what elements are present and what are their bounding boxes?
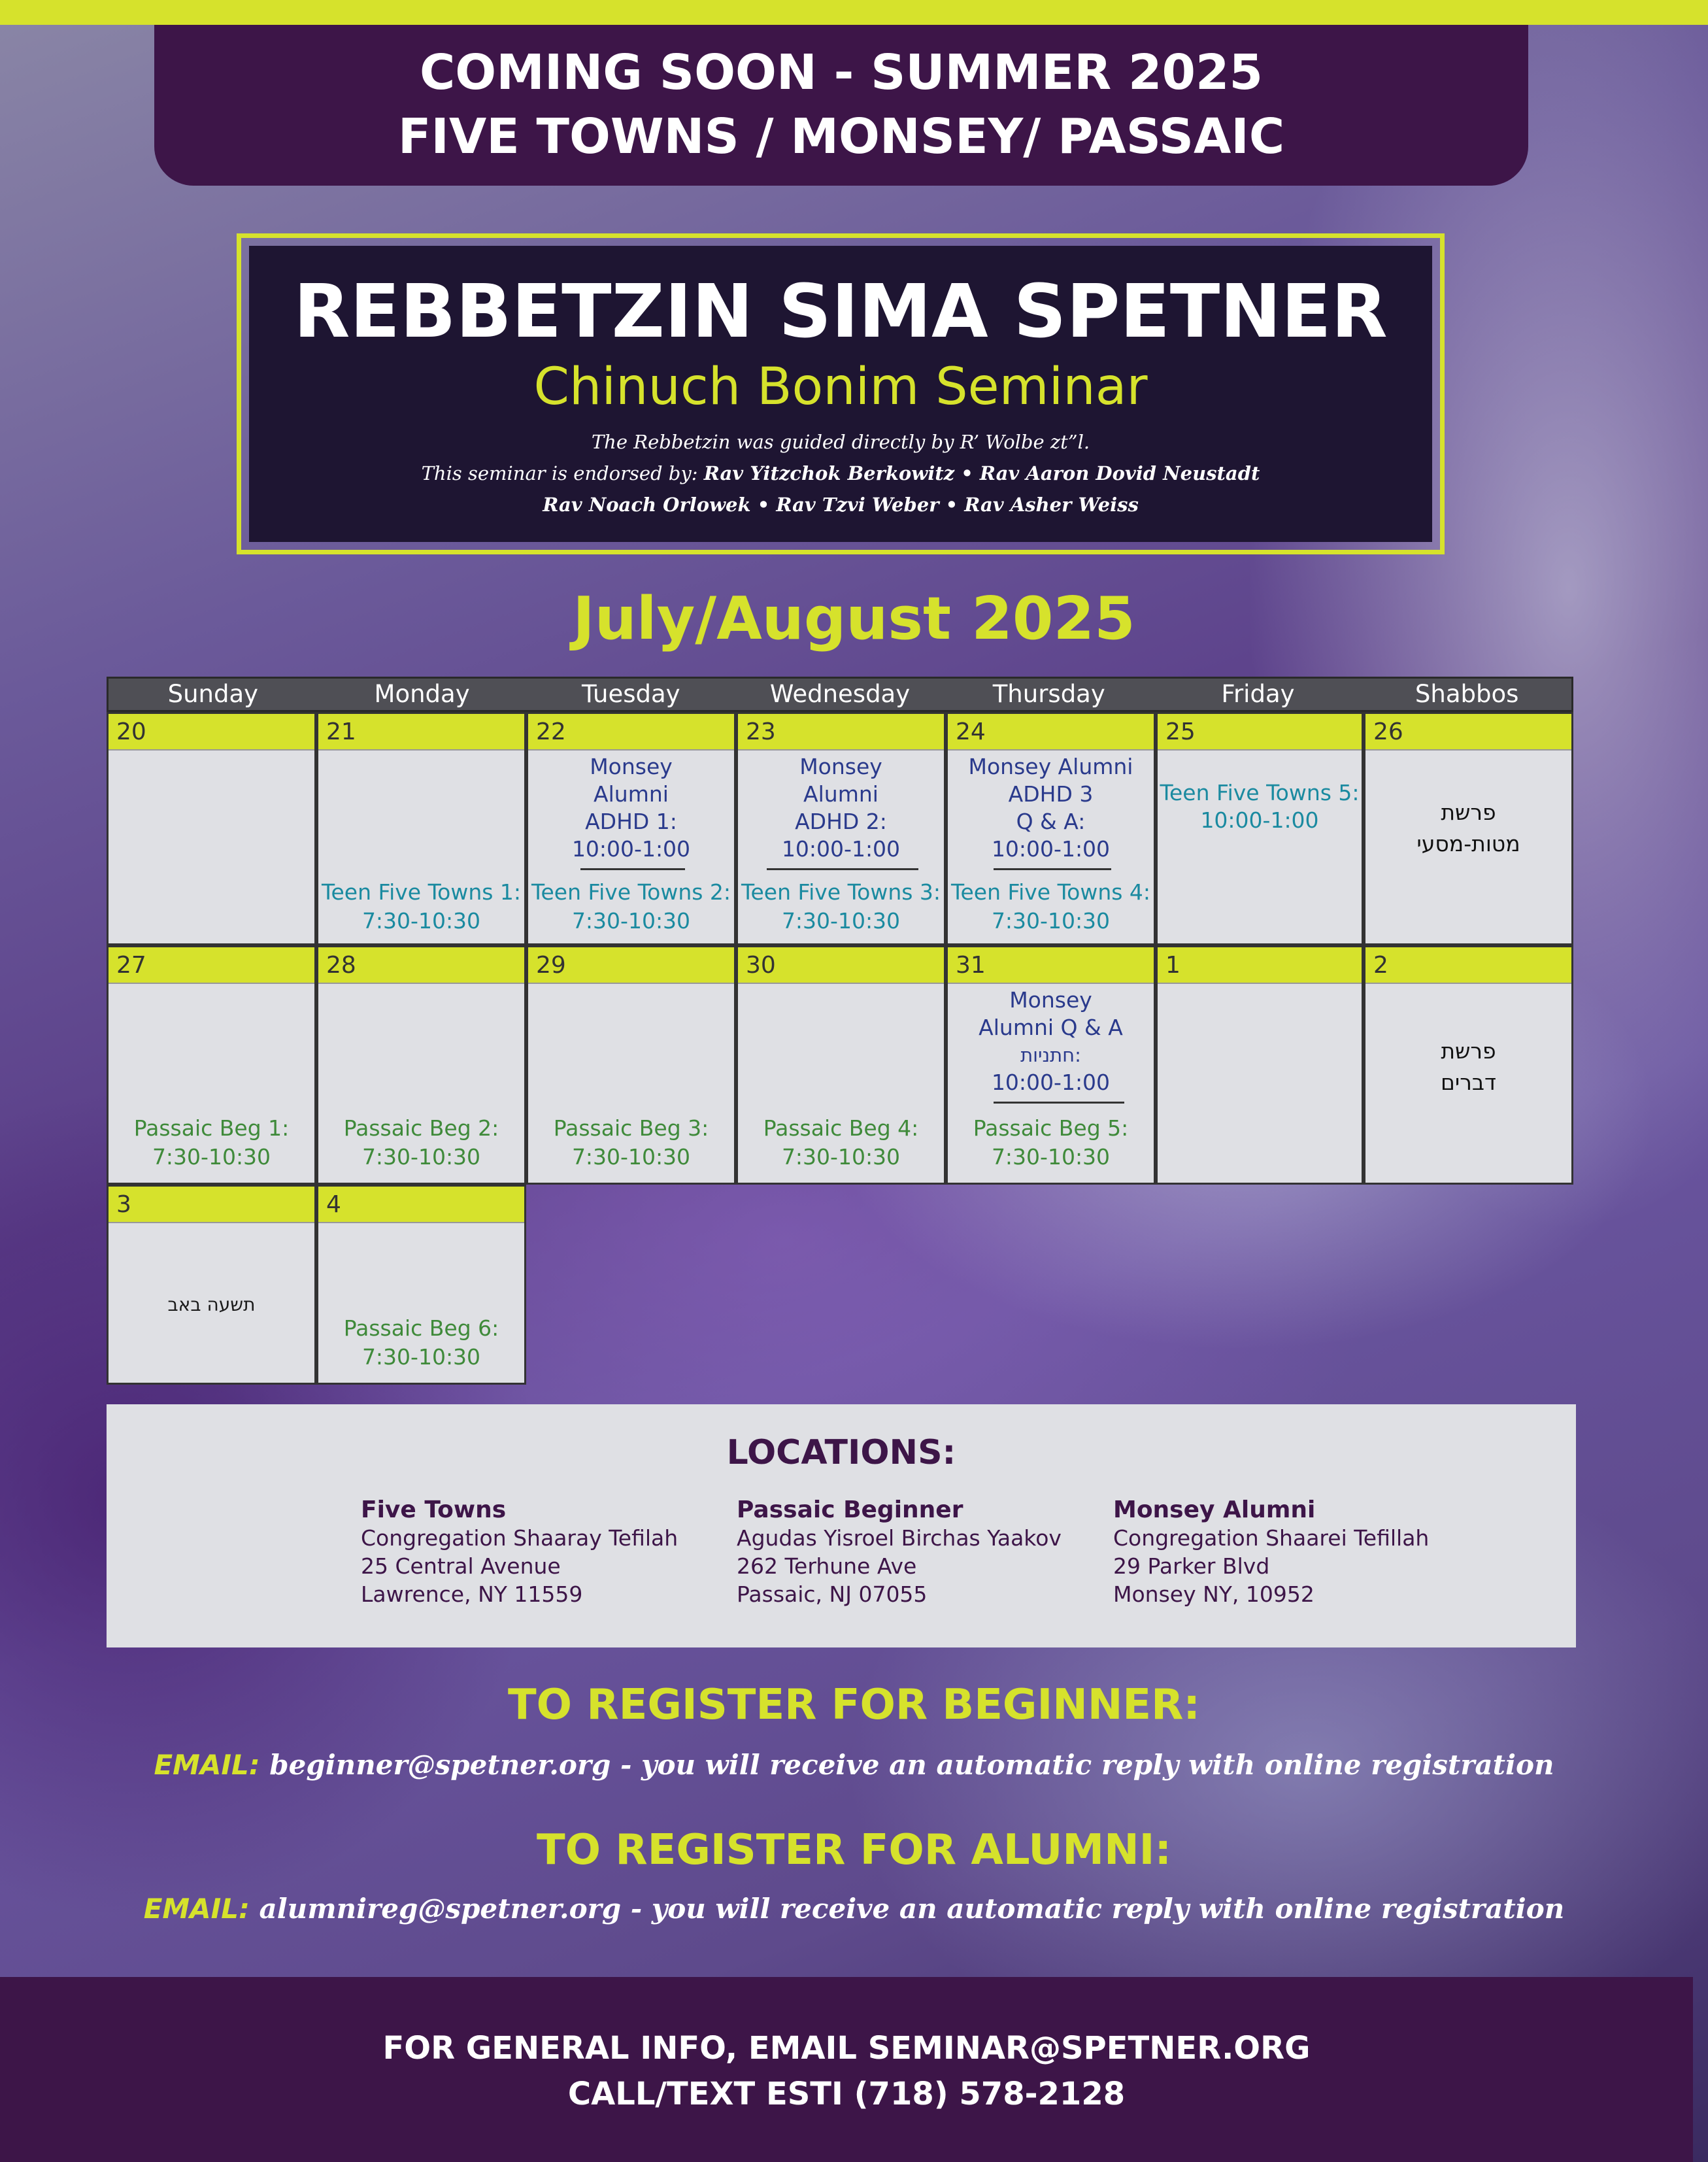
event-divider xyxy=(580,868,685,870)
event-alumni: Monsey xyxy=(1009,987,1092,1013)
banner-line-2: FIVE TOWNS / MONSEY/ PASSAIC xyxy=(397,109,1285,165)
event-teen: Teen Five Towns 4: xyxy=(950,879,1151,905)
event-teen: Teen Five Towns 2: xyxy=(531,879,731,905)
calendar-day xyxy=(316,1185,526,1385)
day-number: 30 xyxy=(738,947,944,984)
seminar-subtitle: Chinuch Bonim Seminar xyxy=(533,358,1148,416)
day-number: 4 xyxy=(318,1187,524,1223)
day-number: 22 xyxy=(528,714,734,751)
tisha-bav-note: תשעה באב xyxy=(167,1294,256,1315)
event-time: 10:00-1:00 xyxy=(781,836,901,862)
location-name: Five Towns xyxy=(361,1496,507,1523)
event-alumni: ADHD 1: xyxy=(585,809,677,834)
location-line: 262 Terhune Ave xyxy=(737,1553,917,1579)
event-passaic: Passaic Beg 1: xyxy=(133,1115,290,1141)
location-monsey xyxy=(1113,1496,1429,1608)
day-header-friday: Friday xyxy=(1221,680,1295,708)
event-alumni: Monsey xyxy=(590,754,673,779)
day-header-tuesday: Tuesday xyxy=(582,680,680,708)
calendar-day xyxy=(946,712,1156,945)
day-number: 3 xyxy=(109,1187,314,1223)
endorsement-line-2 xyxy=(249,489,1432,520)
event-time: 7:30-10:30 xyxy=(781,1144,901,1170)
calendar-day xyxy=(107,1185,316,1385)
calendar-day xyxy=(107,712,316,945)
day-number: 28 xyxy=(318,947,524,984)
day-number: 24 xyxy=(948,714,1154,751)
locations-title: LOCATIONS: xyxy=(726,1433,956,1472)
event-alumni: ADHD 2: xyxy=(795,809,887,834)
calendar-header xyxy=(107,677,1573,712)
location-line: Congregation Shaarei Tefillah xyxy=(1113,1525,1430,1551)
event-time: 7:30-10:30 xyxy=(781,908,901,934)
email-label: EMAIL: xyxy=(143,1893,250,1925)
email-label: EMAIL: xyxy=(154,1749,260,1781)
calendar-day xyxy=(316,945,526,1185)
beginner-email-text[interactable]: beginner@spetner.org - you will receive an automatic reply with online registration xyxy=(269,1749,1554,1781)
location-name: Monsey Alumni xyxy=(1113,1496,1316,1523)
event-time: 7:30-10:30 xyxy=(991,1144,1111,1170)
month-heading: July/August 2025 xyxy=(573,584,1135,653)
event-time: 7:30-10:30 xyxy=(361,1344,481,1370)
day-number: 2 xyxy=(1365,947,1571,984)
day-number: 31 xyxy=(948,947,1154,984)
event-time: 7:30-10:30 xyxy=(361,908,481,934)
title-box xyxy=(237,233,1445,554)
day-number: 29 xyxy=(528,947,734,984)
call-text-phone[interactable]: CALL/TEXT ESTI (718) 578-2128 xyxy=(567,2076,1126,2112)
page-title: REBBETZIN SIMA SPETNER xyxy=(293,269,1388,354)
endorsers-1: Rav Yitzchok Berkowitz • Rav Aaron Dovid Neustadt xyxy=(703,462,1260,484)
register-beginner-line xyxy=(0,1747,1708,1783)
endorsed-prefix: This seminar is endorsed by: xyxy=(421,462,698,484)
event-alumni: Monsey Alumni xyxy=(968,754,1133,779)
register-alumni-heading: TO REGISTER FOR ALUMNI: xyxy=(536,1826,1172,1874)
day-header-shabbos: Shabbos xyxy=(1415,680,1519,708)
event-teen: Teen Five Towns 1: xyxy=(321,879,522,905)
event-time: 10:00-1:00 xyxy=(571,836,691,862)
event-alumni: Q & A: xyxy=(1016,809,1086,834)
location-line: Congregation Shaaray Tefilah xyxy=(361,1525,678,1551)
coming-soon-banner xyxy=(154,25,1528,186)
day-number: 21 xyxy=(318,714,524,751)
event-teen: Teen Five Towns 3: xyxy=(741,879,941,905)
day-header-sunday: Sunday xyxy=(167,680,259,708)
day-number: 23 xyxy=(738,714,944,751)
title-panel xyxy=(249,246,1432,542)
day-number: 26 xyxy=(1365,714,1571,751)
calendar-day xyxy=(107,945,316,1185)
event-alumni: ADHD 3 xyxy=(1008,781,1094,807)
event-divider xyxy=(767,868,918,870)
footer xyxy=(0,1977,1693,2162)
location-line: 29 Parker Blvd xyxy=(1113,1553,1270,1579)
parsha-label: פרשת xyxy=(1441,800,1496,825)
calendar-day xyxy=(1364,712,1573,945)
calendar-day xyxy=(736,945,946,1185)
alumni-email-text[interactable]: alumnireg@spetner.org - you will receive an automatic reply with online registration xyxy=(259,1893,1565,1925)
day-number: 25 xyxy=(1158,714,1362,751)
event-teen: Teen Five Towns 5: xyxy=(1160,780,1360,805)
calendar-day xyxy=(736,712,946,945)
calendar-day xyxy=(1364,945,1573,1185)
endorsement-line-1 xyxy=(249,458,1432,489)
general-info-email[interactable]: FOR GENERAL INFO, EMAIL SEMINAR@SPETNER.ORG xyxy=(382,2030,1311,2067)
day-number: 20 xyxy=(109,714,314,751)
location-line: Lawrence, NY 11559 xyxy=(361,1581,583,1607)
event-alumni: Alumni Q & A xyxy=(979,1015,1123,1040)
event-divider xyxy=(994,1102,1124,1104)
event-passaic: Passaic Beg 2: xyxy=(343,1115,499,1141)
event-time: 10:00-1:00 xyxy=(1200,807,1319,833)
calendar-day xyxy=(946,945,1156,1185)
banner-line-1: COMING SOON - SUMMER 2025 xyxy=(419,44,1263,101)
calendar-day xyxy=(526,945,736,1185)
event-time: 7:30-10:30 xyxy=(991,908,1111,934)
event-time: 10:00-1:00 xyxy=(991,836,1111,862)
event-divider xyxy=(994,868,1111,870)
event-passaic: Passaic Beg 6: xyxy=(343,1315,499,1341)
location-five-towns xyxy=(361,1496,678,1608)
event-time: 7:30-10:30 xyxy=(571,908,691,934)
location-line: Agudas Yisroel Birchas Yaakov xyxy=(737,1525,1062,1551)
parsha-name: דברים xyxy=(1441,1070,1496,1095)
locations-panel xyxy=(107,1404,1576,1647)
event-alumni: Alumni xyxy=(594,781,669,807)
location-name: Passaic Beginner xyxy=(737,1496,963,1523)
event-passaic: Passaic Beg 3: xyxy=(553,1115,709,1141)
guided-note: The Rebbetzin was guided directly by R’ Wolbe zt”l. xyxy=(591,431,1090,453)
calendar-day xyxy=(316,712,526,945)
event-passaic: Passaic Beg 5: xyxy=(973,1115,1129,1141)
location-line: Monsey NY, 10952 xyxy=(1113,1581,1314,1607)
parsha-name: מטות-מסעי xyxy=(1416,831,1520,856)
calendar-day xyxy=(526,712,736,945)
endorsers-2: Rav Noach Orlowek • Rav Tzvi Weber • Rav Asher Weiss xyxy=(543,494,1139,516)
event-alumni: חתניות: xyxy=(1020,1044,1081,1066)
event-time: 7:30-10:30 xyxy=(361,1144,481,1170)
calendar-day xyxy=(1156,945,1364,1185)
location-line: 25 Central Avenue xyxy=(361,1553,561,1579)
event-time: 7:30-10:30 xyxy=(152,1144,271,1170)
event-alumni: Alumni xyxy=(803,781,879,807)
day-number: 1 xyxy=(1158,947,1362,984)
parsha-label: פרשת xyxy=(1441,1038,1496,1064)
calendar-day xyxy=(1156,712,1364,945)
event-time: 10:00-1:00 xyxy=(991,1070,1111,1095)
day-header-wednesday: Wednesday xyxy=(769,680,911,708)
event-alumni: Monsey xyxy=(799,754,882,779)
day-header-thursday: Thursday xyxy=(992,680,1105,708)
top-accent-strip xyxy=(0,0,1708,25)
day-number: 27 xyxy=(109,947,314,984)
location-passaic xyxy=(737,1496,1062,1608)
register-beginner-heading: TO REGISTER FOR BEGINNER: xyxy=(508,1681,1200,1729)
event-time: 7:30-10:30 xyxy=(571,1144,691,1170)
register-alumni-line xyxy=(0,1891,1708,1927)
location-line: Passaic, NJ 07055 xyxy=(737,1581,928,1607)
day-header-monday: Monday xyxy=(374,680,470,708)
event-passaic: Passaic Beg 4: xyxy=(763,1115,919,1141)
